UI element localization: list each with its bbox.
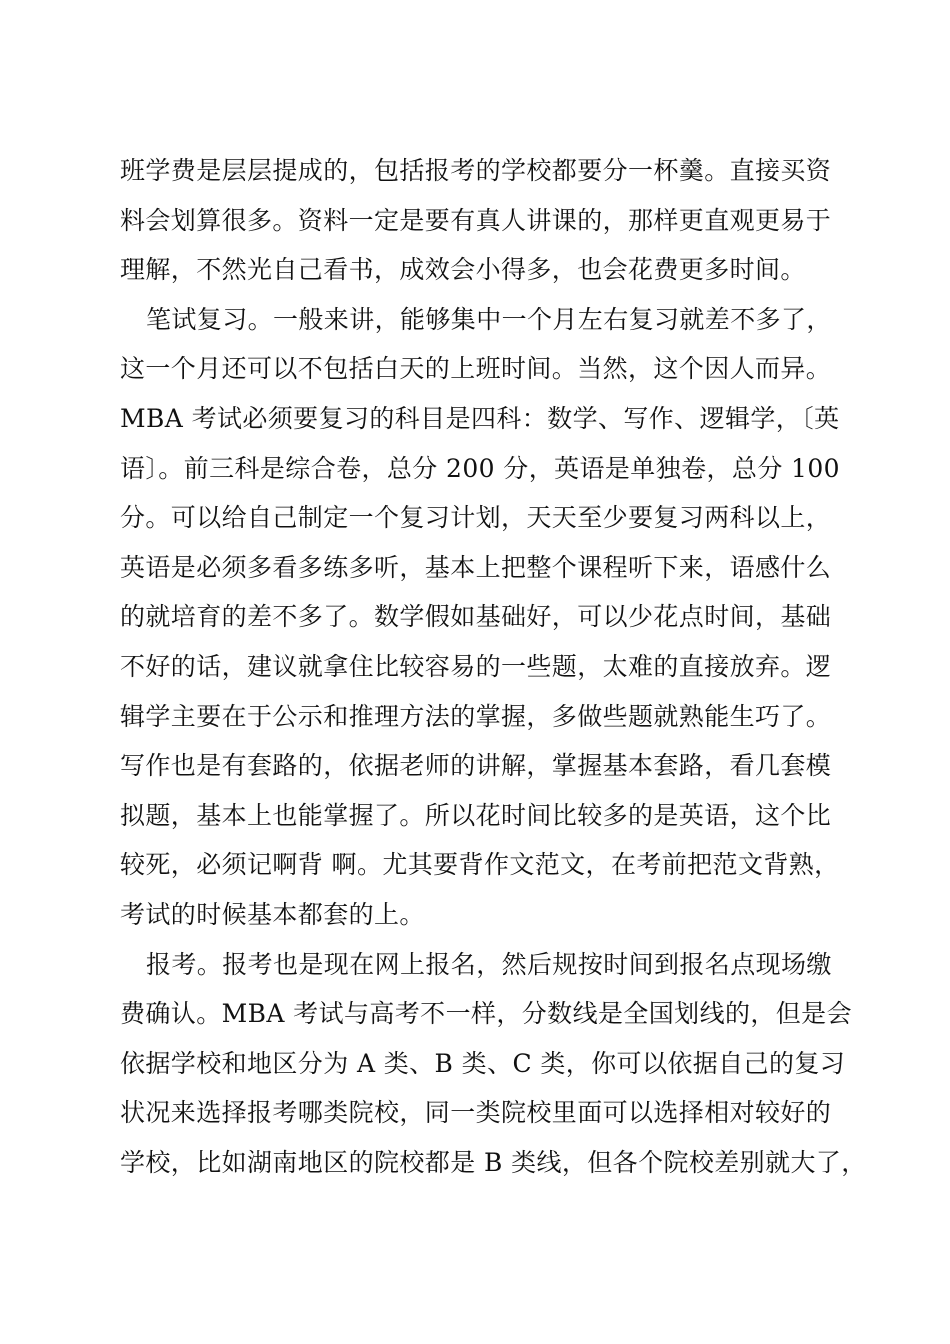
text-line: 不好的话，建议就拿住比较容易的一些题，太难的直接放弃。逻 <box>120 651 832 681</box>
text-line: 辑学主要在于公示和推理方法的掌握，多做些题就熟能生巧了。 <box>120 701 832 731</box>
text-line: 费确认。MBA 考试与高考不一样，分数线是全国划线的，但是会 <box>120 999 852 1029</box>
text-line: 写作也是有套路的，依据老师的讲解，掌握基本套路，看几套模 <box>120 751 832 781</box>
text-line: 状况来选择报考哪类院校，同一类院校里面可以选择相对较好的 <box>120 1098 832 1128</box>
paragraph-first-line: 报考。报考也是现在网上报名，然后规按时间到报名点现场缴 <box>146 949 832 979</box>
text-line: 考试的时候基本都套的上。 <box>120 899 425 929</box>
text-line: 班学费是层层提成的，包括报考的学校都要分一杯羹。直接买资 <box>120 156 832 185</box>
text-line: 料会划算很多。资料一定是要有真人讲课的，那样更直观更易于 <box>120 205 832 235</box>
text-line: MBA 考试必须要复习的科目是四科：数学、写作、逻辑学，〔英 <box>120 403 840 433</box>
document-body <box>120 146 867 1187</box>
text-line: 的就培育的差不多了。数学假如基础好，可以少花点时间，基础 <box>120 602 832 632</box>
text-line: 分。可以给自己制定一个复习计划，天天至少要复习两科以上， <box>120 503 832 533</box>
text-line: 这一个月还可以不包括白天的上班时间。当然，这个因人而异。 <box>120 354 832 384</box>
text-line: 理解，不然光自己看书，成效会小得多，也会花费更多时间。 <box>120 255 806 285</box>
text-line: 英语是必须多看多练多听，基本上把整个课程听下来，语感什么 <box>120 552 832 582</box>
text-line: 较死，必须记啊背 啊。尤其要背作文范文，在考前把范文背熟， <box>120 850 840 880</box>
text-line: 依据学校和地区分为 A 类、B 类、C 类，你可以依据自己的复习 <box>120 1048 846 1078</box>
text-line: 语〕。前三科是综合卷，总分 200 分，英语是单独卷，总分 100 <box>120 453 840 483</box>
text-line: 学校，比如湖南地区的院校都是 B 类线，但各个院校差别就大了， <box>120 1147 867 1177</box>
text-line: 拟题，基本上也能掌握了。所以花时间比较多的是英语，这个比 <box>120 800 832 830</box>
paragraph-first-line: 笔试复习。一般来讲，能够集中一个月左右复习就差不多了， <box>146 304 832 334</box>
